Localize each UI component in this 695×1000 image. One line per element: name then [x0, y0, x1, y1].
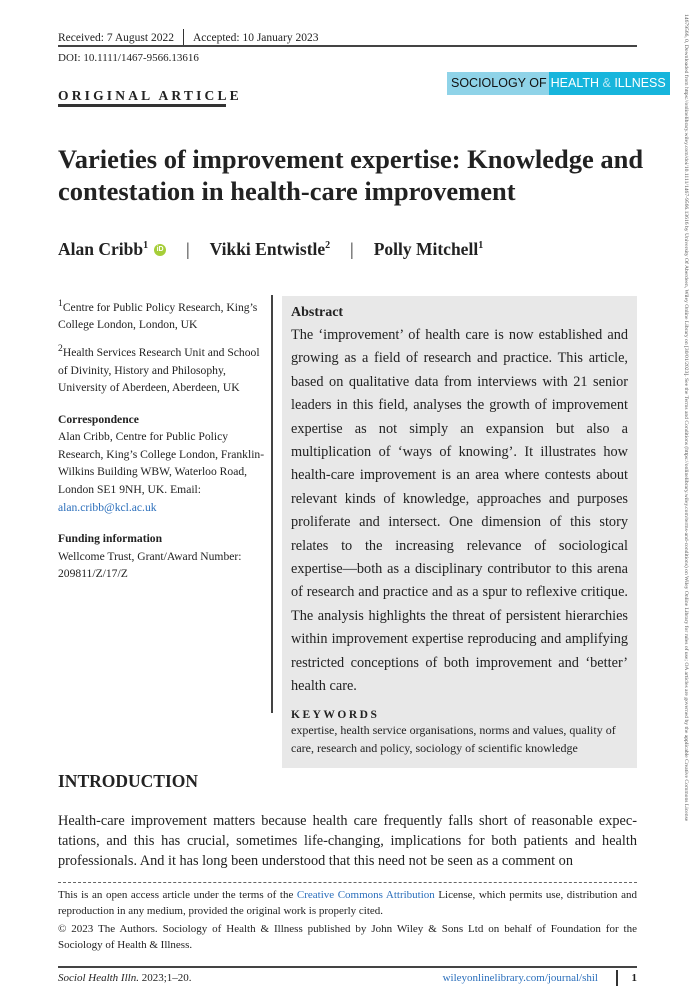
abstract-heading: Abstract [291, 305, 344, 320]
page-number: 1 [631, 972, 637, 984]
download-side-note: 14679566, 0, Downloaded from https://onlinelibrary.wiley.com/doi/10.1111/1467-9566.13616 by University Of Aberdeen, Wiley Online Library on [30/01/2023]. See the Terms and Conditions (https://onlinelibrary.wiley.com/terms-and-conditions) on Wiley Online Library for rules of use; OA articles are governed by the applicable Creative Commons License [683, 14, 689, 822]
affiliation-text: Health Services Research Unit and School of Divinity, History and Philosophy, University of Aberdeen, Aberdeen, UK [58, 345, 260, 395]
funding-heading: Funding information [58, 532, 163, 546]
article-type: ORIGINAL ARTICLE [58, 88, 242, 103]
author-separator: | [350, 239, 354, 259]
journal-url-link[interactable]: wileyonlinelibrary.com/journal/shil [442, 972, 598, 984]
accepted-date: Accepted: 10 January 2023 [192, 32, 319, 44]
author[interactable] [374, 239, 484, 260]
email-label: Email: [170, 483, 202, 497]
introduction-text: Health-care improvement matters because health care frequently falls short of reasonable expectations, and this has crucial, sometimes life-changing, implications for both patients and health professionals. And it has long been understood that this need not be seen as a comment on [58, 813, 637, 870]
author-sup: 1 [143, 240, 149, 252]
author-name: Alan Cribb [58, 239, 144, 259]
introduction-heading: INTRODUCTION [58, 771, 199, 791]
email-link[interactable]: alan.cribb@kcl.ac.uk [58, 500, 157, 514]
author-name: Vikki Entwistle [209, 239, 326, 259]
abstract-text: The ‘improvement’ of health care is now established and growing as a field of research and practice. This article, based on qualitative data from interviews with 21 senior leaders in this field, analyses the growth of improvement expertise as not simply an expansion but also a multiplication of ‘ways of knowing’. It illustrates how health-care improvement is an area where contests about relevant kinds of knowledge, approaches and purposes proliferate and intersect. One dimension of this story relates to the increasing relevance of sociological expertise—both as a disciplinary contributor to this arena of research and practice and as a spur to reflexive critique. The analysis highlights the threat of persistent hierarchies within improvement expertise reproducing and amplifying restricted conceptions of both improvement and ‘better’ health care. [291, 327, 628, 695]
logo-part-sociology: SOCIOLOGY OF [447, 72, 549, 95]
citation-details: 2023;1–20. [138, 972, 192, 984]
doi[interactable]: DOI: 10.1111/1467-9566.13616 [58, 52, 199, 64]
author-list [58, 239, 483, 260]
article-type-underline [58, 104, 226, 107]
correspondence-heading: Correspondence [58, 412, 139, 426]
divider [616, 970, 618, 986]
license-text [58, 887, 637, 919]
received-date: Received: 7 August 2022 [58, 32, 174, 44]
author-sup: 1 [478, 240, 484, 252]
article-info-column [58, 295, 268, 589]
keywords-heading: KEYWORDS [291, 708, 380, 721]
license-footnote [58, 887, 637, 955]
citation [58, 972, 192, 984]
affiliation-sup: 1 [58, 298, 63, 309]
footer-rule [58, 966, 637, 968]
author[interactable] [58, 239, 148, 260]
orcid-icon[interactable]: iD [154, 244, 166, 256]
keywords-text: expertise, health service organisations, norms and values, quality of care, research and policy, sociology of scientific knowledge [291, 722, 616, 755]
affiliation-sup: 2 [58, 343, 63, 355]
creative-commons-link[interactable]: Creative Commons Attribution [296, 889, 435, 901]
affiliation-text: Centre for Public Policy Research, King’s College London, London, UK [58, 300, 258, 332]
logo-part-health-illness [549, 72, 670, 95]
author-name: Polly Mitchell [373, 239, 479, 259]
affiliation [58, 295, 268, 334]
footnote-divider [58, 882, 637, 883]
header-rule [58, 45, 637, 47]
author-separator: | [186, 239, 190, 259]
author[interactable] [210, 239, 331, 260]
funding-text: Wellcome Trust, Grant/Award Number: 209811/Z/17/Z [58, 549, 242, 581]
column-divider [271, 295, 273, 713]
footer-right [443, 970, 637, 986]
journal-logo [447, 72, 670, 95]
author-sup: 2 [325, 240, 331, 252]
correspondence-text [58, 428, 268, 516]
license-post: License, which permits use, distribution and reproduction in any medium, provided the original work is properly cited. [58, 889, 637, 917]
abstract-box [282, 296, 637, 768]
citation-journal: Sociol Health Illn. [58, 972, 139, 984]
logo-health: HEALTH [550, 76, 603, 90]
affiliation [58, 340, 268, 397]
correspondence-address: Alan Cribb, Centre for Public Policy Research, King’s College London, Franklin-Wilkins Building WBW, Waterloo Road, London SE1 9NH, UK. [58, 430, 265, 497]
logo-amp: & [602, 76, 611, 90]
page-title: Varieties of improvement expertise: Knowledge and contestation in health-care improvement [58, 144, 644, 206]
license-pre: This is an open access article under the terms of the [58, 889, 297, 901]
logo-illness: ILLNESS [610, 76, 666, 90]
copyright-text: © 2023 The Authors. Sociology of Health & Illness published by John Wiley & Sons Ltd on behalf of Foundation for the Sociology of Health & Illness. [58, 923, 637, 951]
